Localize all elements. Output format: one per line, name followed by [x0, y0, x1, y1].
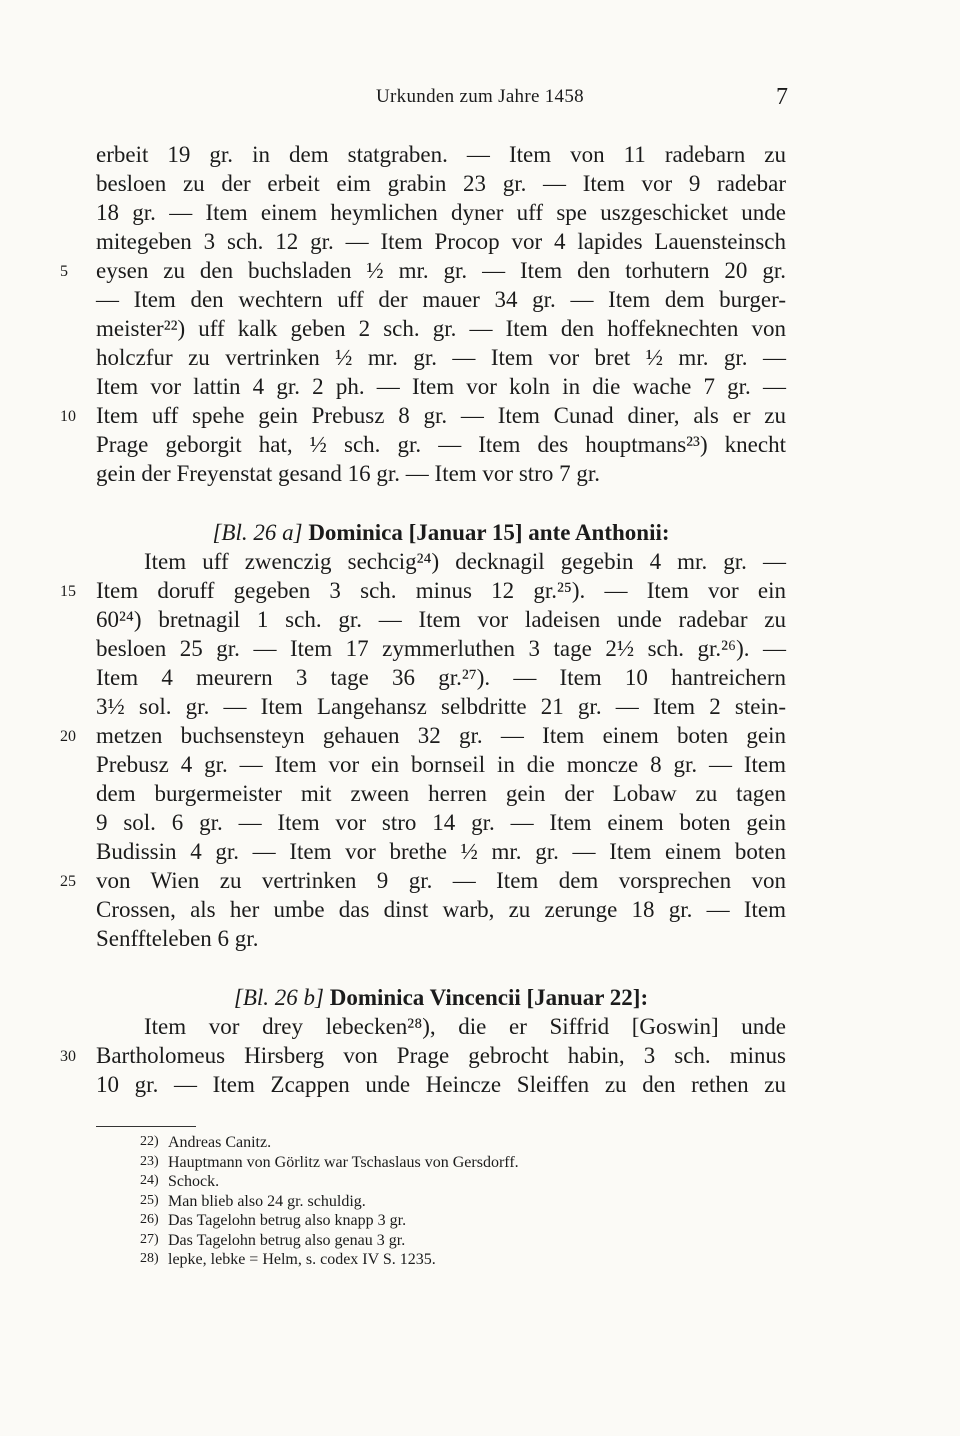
text-line [60, 401, 786, 430]
text-line [96, 140, 786, 169]
line-text: — Item den wechtern uff der mauer 34 gr. — Item dem burger- [96, 287, 786, 312]
text-line [96, 924, 786, 953]
text-line [60, 576, 786, 605]
line-text: Item vor lattin 4 gr. 2 ph. — Item vor koln in die wache 7 gr. — [96, 374, 786, 399]
footnote [140, 1230, 740, 1250]
text-line [96, 227, 786, 256]
text-line [96, 169, 786, 198]
line-text: holczfur zu vertrinken ½ mr. gr. — Item vor bret ½ mr. gr. — [96, 345, 786, 370]
text-line [96, 605, 786, 634]
text-line [96, 198, 786, 227]
footnote [140, 1191, 740, 1211]
section-heading-2 [96, 983, 786, 1012]
footnote-text: Das Tagelohn betrug also knapp 3 gr. [168, 1212, 407, 1229]
line-text: besloen 25 gr. — Item 17 zymmerluthen 3 tage 2½ sch. gr.²⁶). — [96, 636, 786, 661]
line-number: 30 [60, 1048, 76, 1065]
text-line [96, 343, 786, 372]
footnote-text: Das Tagelohn betrug also genau 3 gr. [168, 1231, 406, 1249]
line-text: Item uff zwenczig sechcig²⁴) decknagil gegebin 4 mr. gr. — [144, 549, 786, 574]
line-number: 15 [60, 583, 76, 600]
line-text: erbeit 19 gr. in dem statgraben. — Item von 11 radebarn zu [96, 142, 786, 167]
line-text: Item uff spehe gein Prebusz 8 gr. — Item Cunad diner, als er zu [96, 403, 786, 428]
footnote-number: 27) [140, 1231, 159, 1247]
line-text: Item vor drey lebecken²⁸), die er Siffrid [Goswin] unde [144, 1014, 786, 1039]
line-text: 60²⁴) bretnagil 1 sch. gr. — Item vor ladeisen unde radebar zu [96, 607, 786, 632]
footnote [140, 1152, 740, 1172]
text-section-2 [60, 547, 786, 953]
text-line [96, 663, 786, 692]
line-text: 3½ sol. gr. — Item Langehansz selbdritte 21 gr. — Item 2 stein- [96, 694, 786, 719]
line-text: Item 4 meurern 3 tage 36 gr.²⁷). — Item 10 hantreichern [96, 665, 786, 690]
line-text: besloen zu der erbeit eim grabin 23 gr. — Item vor 9 radebar [96, 171, 786, 196]
main-text [60, 140, 786, 1099]
footnote-number: 28) [140, 1251, 159, 1266]
text-line [96, 1070, 786, 1099]
text-line [60, 721, 786, 750]
footnote [140, 1210, 740, 1230]
text-line [96, 430, 786, 459]
line-number: 10 [60, 408, 76, 425]
heading-title: Dominica [Januar 15] ante Anthonii: [308, 520, 670, 545]
line-text: mitegeben 3 sch. 12 gr. — Item Procop vor 4 lapides Lauensteinsch [96, 229, 786, 254]
line-text: 18 gr. — Item einem heymlichen dyner uff spe uszgeschicket unde [96, 200, 786, 225]
line-text: von Wien zu vertrinken 9 gr. — Item dem vorsprechen von [96, 868, 786, 893]
section-heading-1 [96, 518, 786, 547]
text-line [96, 837, 786, 866]
footnote-text: Man blieb also 24 gr. schuldig. [168, 1192, 366, 1210]
text-section-3 [60, 1012, 786, 1099]
line-text: metzen buchsensteyn gehauen 32 gr. — Item einem boten gein [96, 723, 786, 748]
text-line [96, 372, 786, 401]
line-number: 25 [60, 873, 76, 890]
line-text: Prebusz 4 gr. — Item vor ein bornseil in die moncze 8 gr. — Item [96, 752, 786, 777]
text-line [96, 547, 786, 576]
footnote-number: 24) [140, 1173, 159, 1188]
heading-title: Dominica Vincencii [Januar 22]: [329, 985, 649, 1010]
footnote-text: lepke, lebke = Helm, s. codex IV S. 1235. [168, 1251, 436, 1268]
footnotes [140, 1132, 740, 1269]
footnote [140, 1171, 740, 1191]
text-line [60, 866, 786, 895]
text-line [96, 1012, 786, 1041]
line-text: 9 sol. 6 gr. — Item vor stro 14 gr. — Item einem boten gein [96, 810, 786, 835]
line-text: eysen zu den buchsladen ½ mr. gr. — Item den torhutern 20 gr. [96, 258, 786, 283]
footnote [140, 1249, 740, 1269]
line-text: 10 gr. — Item Zcappen unde Heincze Sleiffen zu den rethen zu [96, 1072, 786, 1097]
text-line [96, 750, 786, 779]
running-title: Urkunden zum Jahre 1458 [376, 86, 584, 107]
text-line [96, 459, 786, 488]
line-text: Budissin 4 gr. — Item vor brethe ½ mr. gr. — Item einem boten [96, 839, 786, 864]
footnote [140, 1132, 740, 1152]
footnote-number: 22) [140, 1134, 159, 1149]
line-text: Bartholomeus Hirsberg von Prage gebrocht habin, 3 sch. minus [96, 1043, 786, 1068]
footnote-text: Schock. [168, 1173, 220, 1190]
line-text: Crossen, als her umbe das dinst warb, zu zerunge 18 gr. — Item [96, 897, 786, 922]
running-head [0, 84, 960, 114]
line-text: Prage geborgit hat, ½ sch. gr. — Item des houptmans²³) knecht [96, 432, 786, 457]
line-text: Item doruff gegeben 3 sch. minus 12 gr.²⁵). — Item vor ein [96, 578, 786, 603]
line-text: gein der Freyenstat gesand 16 gr. — Item vor stro 7 gr. [96, 461, 600, 486]
text-section-1 [60, 140, 786, 488]
footnote-number: 23) [140, 1153, 159, 1169]
text-line [96, 692, 786, 721]
text-line [96, 895, 786, 924]
line-number: 5 [60, 263, 68, 280]
text-line [96, 285, 786, 314]
text-line [60, 256, 786, 285]
text-line [60, 1041, 786, 1070]
line-number: 20 [60, 728, 76, 745]
text-line [96, 779, 786, 808]
footnote-text: Andreas Canitz. [168, 1134, 272, 1151]
text-line [96, 808, 786, 837]
folio-reference: [Bl. 26 b] [233, 985, 324, 1010]
line-text: Senffteleben 6 gr. [96, 926, 259, 951]
footnote-number: 25) [140, 1192, 159, 1208]
text-line [96, 314, 786, 343]
line-text: meister²²) uff kalk geben 2 sch. gr. — Item den hoffeknechten von [96, 316, 786, 341]
footnote-text: Hauptmann von Görlitz war Tschaslaus von Gersdorff. [168, 1153, 519, 1171]
footnote-number: 26) [140, 1212, 159, 1227]
footnote-divider [96, 1126, 196, 1127]
line-text: dem burgermeister mit zween herren gein der Lobaw zu tagen [96, 781, 786, 806]
page-number: 7 [776, 84, 788, 110]
text-line [96, 634, 786, 663]
folio-reference: [Bl. 26 a] [212, 520, 303, 545]
